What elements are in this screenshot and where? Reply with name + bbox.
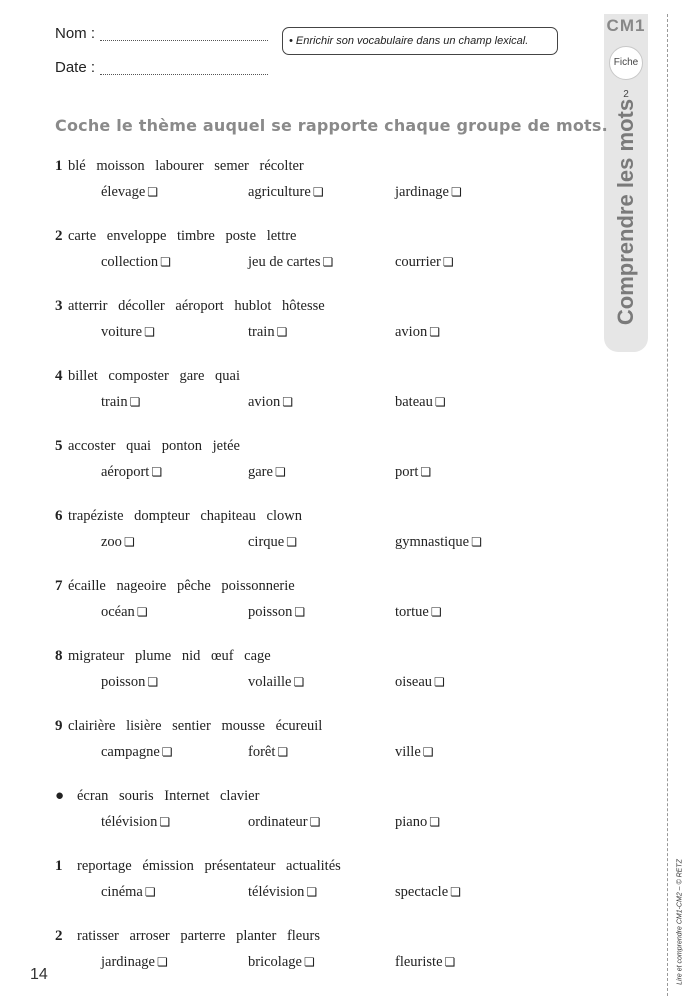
theme-option[interactable] [101,254,171,271]
sidebar-title: Comprendre les mots [613,98,638,326]
item-words: atterrir décoller aéroport hublot hôtesse [68,298,325,314]
checkbox-icon[interactable]: ❏ [450,185,462,199]
item-words: billet composter gare quai [68,368,240,384]
checkbox-icon[interactable]: ❏ [312,185,324,199]
theme-option[interactable] [248,254,333,271]
checkbox-icon[interactable]: ❏ [434,675,445,689]
checkbox-icon[interactable]: ❏ [471,535,482,549]
checkbox-icon[interactable]: ❏ [309,815,321,829]
option-label: collection [101,254,159,270]
option-label: train [248,324,275,340]
checkbox-icon[interactable]: ❏ [123,535,135,549]
option-label: agriculture [248,184,311,200]
option-label: train [101,394,128,410]
item-number: 3 [55,298,63,314]
theme-option[interactable] [395,954,455,971]
option-label: oiseau [395,674,433,690]
theme-option[interactable] [101,954,168,971]
theme-option[interactable] [101,604,148,621]
checkbox-icon[interactable]: ❏ [286,535,297,549]
option-label: jardinage [395,184,449,200]
nom-label: Nom : [55,25,96,42]
page-number: 14 [30,966,48,983]
theme-option[interactable] [101,534,135,551]
theme-option[interactable] [248,674,304,691]
checkbox-icon[interactable]: ❏ [276,325,288,339]
checkbox-icon[interactable]: ❏ [161,745,173,759]
option-label: élevage [101,184,146,200]
item-words: clairière lisière sentier mousse écureuil [68,718,323,734]
checkbox-icon[interactable]: ❏ [129,395,141,409]
item-number: 7 [55,578,63,594]
option-label: poisson [101,674,146,690]
theme-option[interactable] [101,324,155,341]
item-number: 1 [55,858,63,874]
checkbox-icon[interactable]: ❏ [159,815,171,829]
option-label: tortue [395,604,429,620]
option-label: spectacle [395,884,449,900]
item-words: accoster quai ponton jetée [68,438,240,454]
checkbox-icon[interactable]: ❏ [274,465,286,479]
checkbox-icon[interactable]: ❏ [303,955,315,969]
theme-option[interactable] [395,394,446,411]
theme-option[interactable] [248,814,320,831]
theme-option[interactable] [101,464,162,481]
option-label: cinéma [101,884,143,900]
option-label: zoo [101,534,122,550]
option-label: télévision [101,814,158,830]
checkbox-icon[interactable]: ❏ [151,465,163,479]
option-label: poisson [248,604,293,620]
option-label: jeu de cartes [248,254,321,270]
theme-option[interactable] [395,744,434,761]
checkbox-icon[interactable]: ❏ [294,605,306,619]
checkbox-icon[interactable]: ❏ [147,185,159,199]
checkbox-icon[interactable]: ❏ [429,815,440,829]
option-label: fleuriste [395,954,443,970]
option-label: port [395,464,419,480]
theme-option[interactable] [101,884,156,901]
checkbox-icon[interactable]: ❏ [160,255,171,269]
theme-option[interactable] [248,184,324,201]
checkbox-icon[interactable]: ❏ [322,255,334,269]
option-label: cirque [248,534,285,550]
theme-option[interactable] [248,604,305,621]
option-label: volaille [248,674,292,690]
checkbox-icon[interactable]: ❏ [144,325,155,339]
option-label: piano [395,814,428,830]
level-label: CM1 [606,16,646,35]
checkbox-icon[interactable]: ❏ [156,955,168,969]
option-label: aéroport [101,464,150,480]
date-label: Date : [55,59,96,76]
option-label: gare [248,464,273,480]
theme-option[interactable] [395,604,442,621]
cut-line [667,14,668,996]
item-words: ratisser arroser parterre planter fleurs [77,928,320,944]
option-label: ville [395,744,421,760]
option-label: bricolage [248,954,302,970]
checkbox-icon[interactable]: ❏ [282,395,293,409]
item-words: écaille nageoire pêche poissonnerie [68,578,295,594]
item-words: écran souris Internet clavier [77,788,260,804]
theme-option[interactable] [395,464,431,481]
theme-option[interactable] [248,954,315,971]
theme-option[interactable] [248,884,317,901]
item-number: 4 [55,368,63,384]
theme-option[interactable] [101,744,173,761]
option-label: avion [395,324,428,340]
theme-option[interactable] [248,534,297,551]
option-label: avion [248,394,281,410]
item-words: trapéziste dompteur chapiteau clown [68,508,302,524]
checkbox-icon[interactable]: ❏ [136,605,148,619]
item-number: 9 [55,718,63,734]
checkbox-icon[interactable]: ❏ [442,255,454,269]
checkbox-icon[interactable]: ❏ [430,605,442,619]
theme-option[interactable] [395,884,461,901]
theme-option[interactable] [248,464,286,481]
item-words: migrateur plume nid œuf cage [68,648,271,664]
checkbox-icon[interactable]: ❏ [420,465,432,479]
item-words: reportage émission présentateur actualités [77,858,341,874]
item-number: ● [55,788,65,804]
checkbox-icon[interactable]: ❏ [429,325,440,339]
theme-option[interactable] [395,324,440,341]
option-label: ordinateur [248,814,308,830]
checkbox-icon[interactable]: ❏ [450,885,461,899]
option-label: bateau [395,394,433,410]
theme-option[interactable] [395,674,445,691]
option-label: voiture [101,324,143,340]
item-number: 1 [55,158,63,174]
copyright-credit: Lire et comprendre CM1-CM2 – © RETZ [676,859,684,985]
option-label: gymnastique [395,534,470,550]
theme-option[interactable] [248,394,293,411]
checkbox-icon[interactable]: ❏ [306,885,318,899]
option-label: campagne [101,744,160,760]
item-words: carte enveloppe timbre poste lettre [68,228,297,244]
item-number: 2 [55,228,63,244]
item-number: 2 [55,928,63,944]
theme-option[interactable] [101,674,158,691]
item-words: blé moisson labourer semer récolter [68,158,304,174]
date-field[interactable] [100,74,268,75]
checkbox-icon[interactable]: ❏ [147,675,159,689]
option-label: océan [101,604,135,620]
option-label: jardinage [101,954,155,970]
theme-option[interactable] [395,534,482,551]
option-label: forêt [248,744,276,760]
theme-option[interactable] [101,814,170,831]
checkbox-icon[interactable]: ❏ [277,745,289,759]
theme-option[interactable] [395,814,440,831]
fiche-badge: Fiche 2 [609,46,643,80]
checkbox-icon[interactable]: ❏ [434,395,446,409]
theme-option[interactable] [395,254,454,271]
item-number: 8 [55,648,63,664]
theme-option[interactable] [248,744,288,761]
checkbox-icon[interactable]: ❏ [144,885,156,899]
instruction: Coche le thème auquel se rapporte chaque groupe de mots. [55,116,608,135]
theme-option[interactable] [395,184,462,201]
checkbox-icon[interactable]: ❏ [444,955,456,969]
nom-field[interactable] [100,40,268,41]
option-label: télévision [248,884,305,900]
theme-option[interactable] [101,394,140,411]
theme-option[interactable] [101,184,158,201]
checkbox-icon[interactable]: ❏ [422,745,434,759]
checkbox-icon[interactable]: ❏ [293,675,305,689]
item-number: 6 [55,508,63,524]
item-number: 5 [55,438,63,454]
theme-option[interactable] [248,324,287,341]
option-label: courrier [395,254,441,270]
objective-box: • Enrichir son vocabulaire dans un champ lexical. [282,27,558,55]
